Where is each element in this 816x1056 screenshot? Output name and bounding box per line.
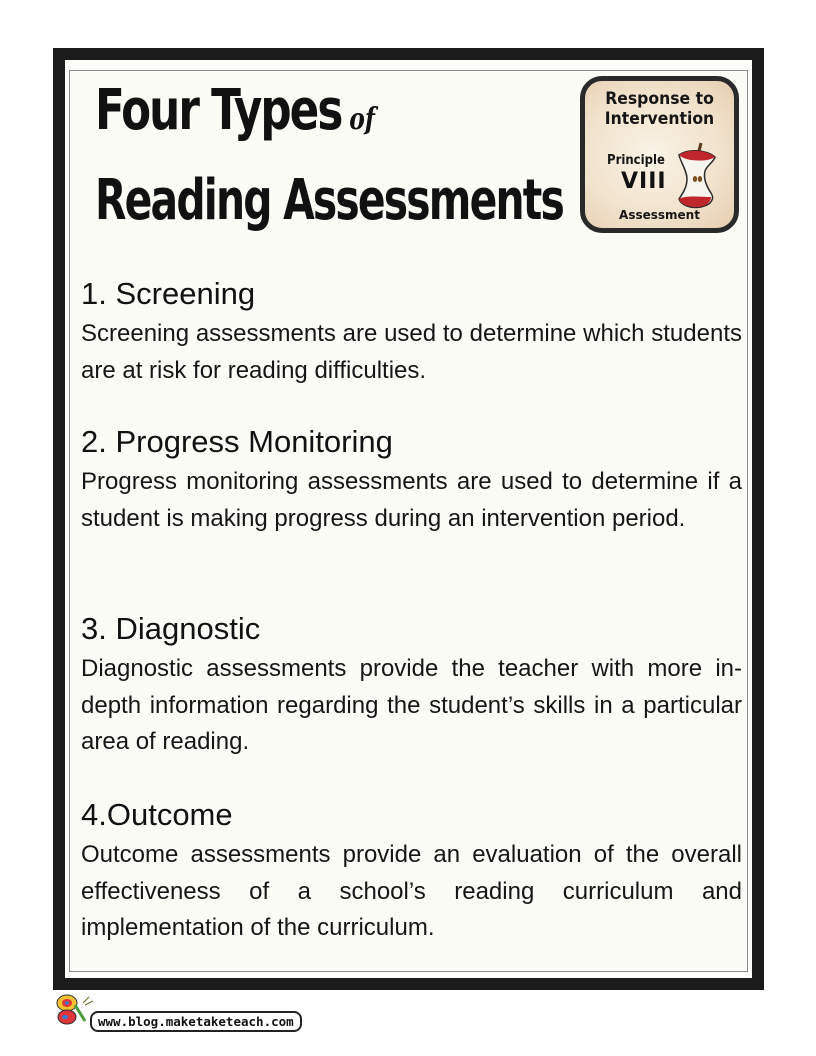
section-body: Screening assessments are used to determine which students are at risk for reading difficulties. xyxy=(81,320,742,384)
badge-principle-numeral: VIII xyxy=(621,169,667,194)
section-body: Progress monitoring assessments are used to determine if a student is making progress during an intervention period. xyxy=(81,468,742,532)
section-body: Diagnostic assessments provide the teacher with more in-depth information regarding the student’s skills in a particular area of reading. xyxy=(81,655,742,755)
butterfly-icon xyxy=(55,993,95,1027)
badge-footer: Assessment xyxy=(619,208,700,222)
section-diagnostic xyxy=(81,611,742,761)
section-body: Outcome assessments provide an evaluation of the overall effectiveness of a school’s reading curriculum and implementation of the curriculum. xyxy=(81,841,742,941)
page-title-line1 xyxy=(95,78,375,143)
section-progress-monitoring xyxy=(81,424,742,537)
section-heading: 3. Diagnostic xyxy=(81,611,261,646)
title-four-types: Four Types xyxy=(95,78,342,143)
badge-title xyxy=(591,89,728,129)
badge-title-line2: Intervention xyxy=(604,109,715,129)
rti-principle-badge xyxy=(580,76,739,233)
section-screening xyxy=(81,276,742,389)
section-outcome xyxy=(81,797,742,947)
apple-core-icon xyxy=(671,141,721,213)
section-heading: 1. Screening xyxy=(81,276,256,311)
title-connector: of xyxy=(349,102,375,137)
badge-title-line1: Response to xyxy=(605,89,714,109)
section-heading: 2. Progress Monitoring xyxy=(81,424,393,459)
section-heading: 4.Outcome xyxy=(81,797,233,832)
badge-principle-label: Principle xyxy=(607,153,665,168)
page-title-line2: Reading Assessments xyxy=(95,168,563,233)
footer-url-link[interactable]: www.blog.maketaketeach.com xyxy=(90,1011,302,1032)
